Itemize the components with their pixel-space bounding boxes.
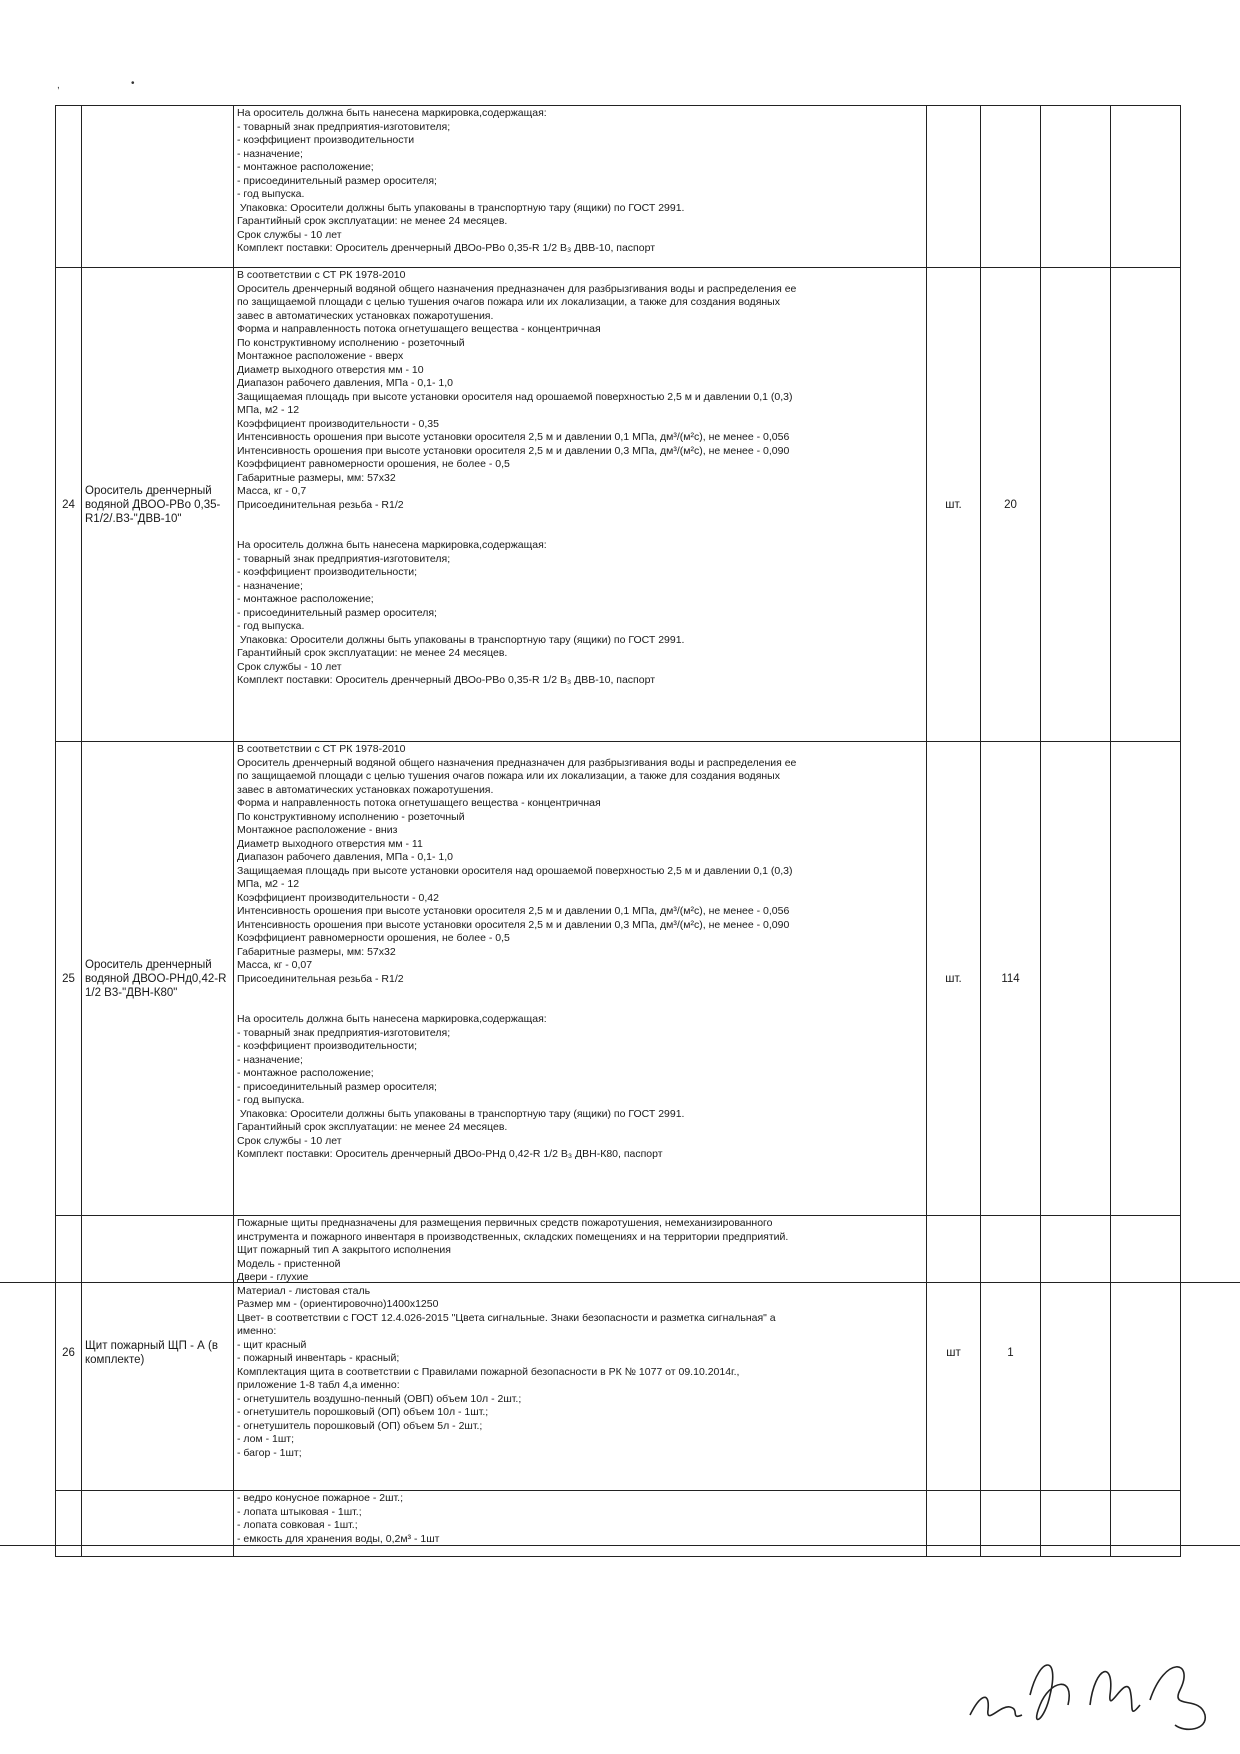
page-break-line (0, 1282, 1240, 1283)
spec-line: - емкость для хранения воды, 0,2м³ - 1шт (237, 1532, 440, 1545)
table-row (56, 1491, 1181, 1557)
spec-line: - монтажное расположение; (237, 593, 374, 605)
spec-line: - щит красный (237, 1338, 307, 1351)
spec-line: Гарантийный срок эксплуатации: не менее 24 месяцев. (237, 1121, 508, 1133)
spec-line: В соответствии с СТ РК 1978-2010 (237, 269, 406, 281)
row-number: 24 (56, 268, 82, 742)
row-number: 25 (56, 742, 82, 1216)
spec-line: Диапазон рабочего давления, МПа - 0,1- 1,0 (237, 851, 453, 863)
spec-line: Пожарные щиты предназначены для размещения первичных средств пожаротушения, немеханизированного (237, 1217, 773, 1229)
spec-line: - огнетушитель порошковый (ОП) объем 5л - 2шт.; (237, 1419, 483, 1432)
spec-line: Цвет- в соответствии с ГОСТ 12.4.026-2015 "Цвета сигнальные. Знаки безопасности и разметка сигнальная" а (237, 1311, 776, 1324)
item-specification (234, 268, 927, 742)
spec-line: Присоединительная резьба - R1/2 (237, 972, 404, 985)
spec-line: По конструктивному исполнению - розеточный (237, 336, 465, 349)
scan-mark: , (57, 80, 60, 91)
spec-line: МПа, м2 - 12 (237, 878, 300, 890)
spec-line: - огнетушитель воздушно-пенный (ОВП) объем 10л - 2шт.; (237, 1392, 522, 1405)
spec-line (237, 1000, 923, 1014)
spec-line: Комплект поставки: Ороситель дренчерный ДВОо-РНд 0,42-R 1/2 В₃ ДВН-К80, паспорт (237, 1148, 663, 1160)
spec-line: Защищаемая площадь при высоте установки оросителя над орошаемой поверхностью 2,5 м и давлении 0,1 (0,3) (237, 390, 793, 403)
spec-line: Монтажное расположение - вниз (237, 824, 398, 836)
spec-line (237, 986, 923, 1000)
spec-line (237, 526, 923, 540)
spec-line: Гарантийный срок эксплуатации: не менее 24 месяцев. (237, 215, 508, 227)
item-quantity (981, 106, 1041, 268)
item-quantity (981, 1491, 1041, 1557)
item-unit: шт. (927, 742, 981, 1216)
empty-cell (1111, 742, 1181, 1216)
spec-line: Защищаемая площадь при высоте установки оросителя над орошаемой поверхностью 2,5 м и давлении 0,1 (0,3) (237, 864, 793, 877)
spec-line: Размер мм - (ориентировочно)1400х1250 (237, 1298, 439, 1310)
empty-cell (1041, 1216, 1111, 1491)
spec-line: Диаметр выходного отверстия мм - 11 (237, 837, 423, 850)
empty-cell (1041, 742, 1111, 1216)
spec-line: Коэффициент равномерности орошения, не более - 0,5 (237, 458, 510, 470)
spec-line: завес в автоматических установках пожаротушения. (237, 783, 494, 796)
empty-cell (1041, 1491, 1111, 1557)
spec-line: - монтажное расположение; (237, 161, 374, 173)
table-row (56, 1216, 1181, 1491)
item-quantity: 114 (981, 742, 1041, 1216)
spec-line: - год выпуска. (237, 620, 305, 632)
spec-line: по защищаемой площади с целью тушения очагов пожара или их локализации, а также для создания водяных (237, 296, 780, 308)
spec-line: инструмента и пожарного инвентаря в производственных, складских помещениях и на территории предприятий. (237, 1230, 789, 1243)
spec-line: - пожарный инвентарь - красный; (237, 1352, 400, 1364)
empty-cell (1041, 106, 1111, 268)
spec-line (237, 512, 923, 526)
spec-line: На ороситель должна быть нанесена маркировка,содержащая: (237, 107, 547, 119)
spec-line: Упаковка: Оросители должны быть упакованы в транспортную тару (ящики) по ГОСТ 2991. (237, 633, 685, 646)
spec-line: по защищаемой площади с целью тушения очагов пожара или их локализации, а также для создания водяных (237, 770, 780, 782)
row-number: 26 (56, 1216, 82, 1491)
spec-line: - лом - 1шт; (237, 1433, 295, 1445)
item-unit (927, 1491, 981, 1557)
spec-line: приложение 1-8 табл 4,а именно: (237, 1379, 400, 1391)
spec-line: В соответствии с СТ РК 1978-2010 (237, 743, 406, 755)
spec-line: - ведро конусное пожарное - 2шт.; (237, 1492, 403, 1504)
spec-line: - товарный знак предприятия-изготовителя; (237, 552, 451, 565)
spec-line: - год выпуска. (237, 188, 305, 200)
table-row (56, 742, 1181, 1216)
spec-line: Форма и направленность потока огнетушащего вещества - концентричная (237, 323, 601, 335)
item-specification (234, 1216, 927, 1491)
row-number (56, 1491, 82, 1557)
empty-cell (1111, 1491, 1181, 1557)
spec-line: Срок службы - 10 лет (237, 228, 342, 241)
spec-line: Упаковка: Оросители должны быть упакованы в транспортную тару (ящики) по ГОСТ 2991. (237, 1107, 685, 1120)
item-specification (234, 1491, 927, 1557)
spec-line: На ороситель должна быть нанесена маркировка,содержащая: (237, 539, 547, 551)
spec-line: По конструктивному исполнению - розеточный (237, 810, 465, 823)
row-number (56, 106, 82, 268)
item-quantity: 20 (981, 268, 1041, 742)
spec-line: Ороситель дренчерный водяной общего назначения предназначен для разбрызгивания воды и распределения ее (237, 756, 797, 769)
spec-line: Интенсивность орошения при высоте установки оросителя 2,5 м и давлении 0,1 МПа, дм³/(м²с), не менее - 0,056 (237, 905, 790, 917)
spec-line: - огнетушитель порошковый (ОП) объем 10л - 1шт.; (237, 1406, 489, 1418)
spec-line: Габаритные размеры, мм: 57х32 (237, 945, 396, 958)
spec-line: Монтажное расположение - вверх (237, 350, 404, 362)
item-unit (927, 106, 981, 268)
spec-line: - монтажное расположение; (237, 1067, 374, 1079)
table-row (56, 106, 1181, 268)
spec-line: Коэффициент производительности - 0,42 (237, 891, 439, 904)
spec-line: Срок службы - 10 лет (237, 1134, 342, 1147)
spec-line: МПа, м2 - 12 (237, 404, 300, 416)
page-break-line (0, 1545, 1240, 1546)
spec-line: Двери - глухие (237, 1271, 309, 1283)
spec-line: Гарантийный срок эксплуатации: не менее 24 месяцев. (237, 647, 508, 659)
item-specification (234, 106, 927, 268)
spec-line: - коэффициент производительности (237, 134, 415, 146)
spec-line: Интенсивность орошения при высоте установки оросителя 2,5 м и давлении 0,3 МПа, дм³/(м²с), не менее - 0,090 (237, 444, 790, 457)
spec-line: На ороситель должна быть нанесена маркировка,содержащая: (237, 1013, 547, 1025)
item-name (82, 106, 234, 268)
spec-line: Интенсивность орошения при высоте установки оросителя 2,5 м и давлении 0,1 МПа, дм³/(м²с), не менее - 0,056 (237, 431, 790, 443)
spec-line: - лопата штыковая - 1шт.; (237, 1505, 362, 1518)
spec-line: - присоединительный размер оросителя; (237, 174, 437, 187)
scan-mark: • (131, 78, 135, 89)
spec-line: Диаметр выходного отверстия мм - 10 (237, 363, 424, 376)
spec-line: Комплект поставки: Ороситель дренчерный ДВОо-РВо 0,35-R 1/2 В₃ ДВВ-10, паспорт (237, 674, 656, 686)
spec-line: Коэффициент равномерности орошения, не более - 0,5 (237, 932, 510, 944)
spec-line: Интенсивность орошения при высоте установки оросителя 2,5 м и давлении 0,3 МПа, дм³/(м²с), не менее - 0,090 (237, 918, 790, 931)
spec-line: Габаритные размеры, мм: 57х32 (237, 471, 396, 484)
spec-line: - лопата совковая - 1шт.; (237, 1519, 358, 1531)
item-name: Ороситель дренчерный водяной ДВОО-РНд0,42-R 1/2 В3-"ДВН-К80" (82, 742, 234, 1216)
spec-line: - назначение; (237, 579, 303, 592)
spec-line: Упаковка: Оросители должны быть упакованы в транспортную тару (ящики) по ГОСТ 2991. (237, 201, 685, 214)
empty-cell (1111, 1216, 1181, 1491)
empty-cell (1041, 268, 1111, 742)
spec-line: - присоединительный размер оросителя; (237, 1080, 437, 1093)
spec-line: Комплектация щита в соответствии с Правилами пожарной безопасности в РК № 1077 от 09.10.2014г., (237, 1365, 740, 1378)
item-name: Щит пожарный ЩП - А (в комплекте) (82, 1216, 234, 1491)
item-specification (234, 742, 927, 1216)
spec-line: - назначение; (237, 147, 303, 160)
empty-cell (1111, 106, 1181, 268)
specification-table (55, 105, 1181, 1557)
empty-cell (1111, 268, 1181, 742)
item-unit: шт (927, 1216, 981, 1491)
spec-line: именно: (237, 1325, 277, 1337)
spec-line: Форма и направленность потока огнетушащего вещества - концентричная (237, 797, 601, 809)
spec-line: Материал - листовая сталь (237, 1284, 371, 1297)
spec-line: - коэффициент производительности; (237, 1040, 418, 1052)
spec-line: - багор - 1шт; (237, 1446, 302, 1459)
spec-line: Ороситель дренчерный водяной общего назначения предназначен для разбрызгивания воды и распределения ее (237, 282, 797, 295)
spec-line: Коэффициент производительности - 0,35 (237, 417, 439, 430)
spec-line: завес в автоматических установках пожаротушения. (237, 309, 494, 322)
spec-line: - год выпуска. (237, 1094, 305, 1106)
spec-line: Масса, кг - 0,07 (237, 959, 313, 971)
spec-line: Модель - пристенной (237, 1257, 341, 1270)
spec-line: - присоединительный размер оросителя; (237, 606, 437, 619)
spec-line: - товарный знак предприятия-изготовителя; (237, 1026, 451, 1039)
spec-line: Щит пожарный тип А закрытого исполнения (237, 1244, 451, 1256)
item-name (82, 1491, 234, 1557)
spec-line: - назначение; (237, 1053, 303, 1066)
spec-line: - товарный знак предприятия-изготовителя; (237, 120, 451, 133)
spec-line: Комплект поставки: Ороситель дренчерный ДВОо-РВо 0,35-R 1/2 В₃ ДВВ-10, паспорт (237, 242, 656, 254)
table-row (56, 268, 1181, 742)
spec-line: Диапазон рабочего давления, МПа - 0,1- 1,0 (237, 377, 453, 389)
spec-line: Масса, кг - 0,7 (237, 485, 307, 497)
spec-line: Срок службы - 10 лет (237, 660, 342, 673)
spec-line: - коэффициент производительности; (237, 566, 418, 578)
item-name: Ороситель дренчерный водяной ДВОО-РВо 0,35-R1/2/.В3-"ДВВ-10" (82, 268, 234, 742)
item-unit: шт. (927, 268, 981, 742)
spec-line: Присоединительная резьба - R1/2 (237, 498, 404, 511)
item-quantity: 1 (981, 1216, 1041, 1491)
signature-image (950, 1635, 1220, 1735)
